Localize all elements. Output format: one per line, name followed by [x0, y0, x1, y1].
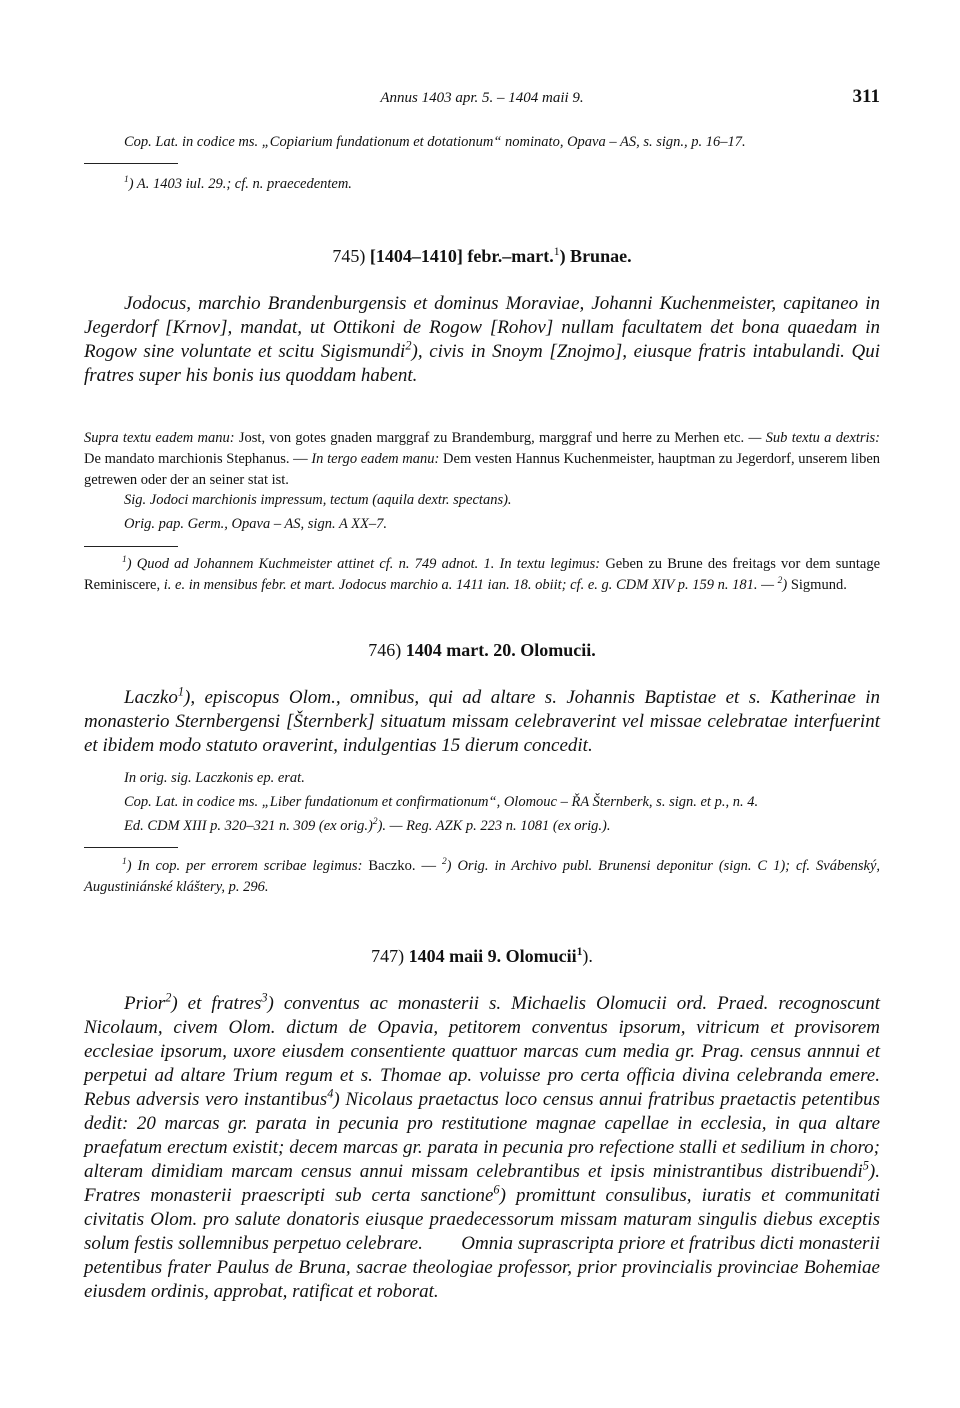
entry-745-notes: Supra textu eadem manu: Jost, von gotes gnaden marggraf zu Brandemburg, marggraf und herre zu Merhen etc. — Sub textu a dextris: De mandato marchionis Stephanus. — In tergo eadem manu: Dem vesten Hannus Kuchenmeister, hauptman zu Jegerdorf, unserem liben getrewen oder der an seiner stat ist.: [84, 430, 881, 488]
running-title: Annus 1403 apr. 5. – 1404 maii 9.: [380, 90, 584, 106]
entry-746-regest: Laczko$^1$), episcopus Olom., omnibus, qui ad altare s. Johannis Baptistae et s. Katherinae in monasterio Sternbergensi [Šternberk] situatum missam celebraverint vel missae celebratae interfuerint et ibidem modo statuto oraverint, indulgentias 15 dierum concedit.: [84, 684, 880, 756]
copy-note: Cop. Lat. in codice ms. „Liber fundationum et confirmationum“, Olomouc – ŘA Šternberk, s. sign. et p., n. 4.: [124, 794, 759, 810]
page-number: 311: [852, 86, 880, 107]
entry-747-regest: Prior$^2$) et fratres$^3$) conventus ac monasterii s. Michaelis Olomucii ord. Praed. recognoscunt Nicolaum, civem Olom. dictum de Opavia, petitorem conventus ipsorum, vitricum et provisorem ecclesiae ipsorum, uxore eiusdem consentiente quattuor marcas cum media gr. Prag. census annnui et perpetui ad altare Trium regum et s. Thomae ap. voluisse pro certa officia divina celebranda emere. Rebus adversis vero instantibus$^4$) Nicolaus praetactus loco census annui fratribus praetactis petentibus dedit: 20 marcas gr. parata in pecunia pro restitutione magnae capellae in ecclesia, in qua altare praefatum erectum existit; decem marcas gr. parata in pecunia pro refectione stalli et sedilium in choro; alteram dimidiam marcam census annui missam celebrantibus et ipsis ministrantibus distribuendi$^5$). Fratres monasterii praescripti sub certa sanctione$^6$) promittunt consulibus, iuratis et communitati civitatis Olom. pro salute donatoris eiusque praedecessorum missam maturam singulis diebus exceptis solum festis sollemnibus perpetuo celebrare. Omnia suprascripta priore et fratribus dicti monasterii petentibus frater Paulus de Bruna, sacrae theologiae professor, prior provincialis provinciae Bohemiae eiusdem ordinis, approbat, ratificat et roborat.: [84, 990, 880, 1302]
footnote-divider: [84, 847, 178, 848]
seal-note: Sig. Jodoci marchionis impressum, tectum (aquila dextr. spectans).: [124, 492, 512, 508]
copy-note: Cop. Lat. in codice ms. „Copiarium fundationum et dotationum“ nominato, Opava – AS, s. sign., p. 16–17.: [124, 134, 746, 150]
seal-note: In orig. sig. Laczkonis ep. erat.: [124, 770, 305, 786]
entry-745-heading: 745) [1404–1410] febr.–mart.$^1$) Brunae.: [332, 245, 632, 266]
entry-747-heading: 747) 1404 maii 9. Olomucii$^1$).: [371, 945, 593, 966]
edition-note: Ed. CDM XIII p. 320–321 n. 309 (ex orig.)$^2$). — Reg. AZK p. 223 n. 1081 (ex orig.).: [124, 817, 611, 834]
entry-746-heading: 746) 1404 mart. 20. Olomucii.: [368, 640, 596, 660]
original-note: Orig. pap. Germ., Opava – AS, sign. A XX–7.: [124, 516, 388, 532]
entry-745-footnotes: $^1$) Quod ad Johannem Kuchmeister attinet cf. n. 749 adnot. 1. In textu legimus: Geben zu Brune des freitags vor dem suntage Reminiscere, i. e. in mensibus febr. et mart. Jodocus marchio a. 1411 ian. 18. obiit; cf. e. g. CDM XIV p. 159 n. 181. — $^2$) Sigmund.: [84, 555, 881, 593]
footnote-divider: [84, 546, 178, 547]
page-header: [84, 86, 880, 110]
entry-745-regest: Jodocus, marchio Brandenburgensis et dominus Moraviae, Johanni Kuchenmeister, capitaneo in Jegerdorf [Krnov], mandat, ut Ottikoni de Rogow [Rohov] nullam facultatem det bona quaedam in Rogow sine voluntate et scitu Sigismundi$^2$), civis in Snoym [Znojmo], eiusque fratris intabulandi. Qui fratres super his bonis ius quoddam habent.: [84, 293, 880, 386]
entry-746-footnotes: $^1$) In cop. per errorem scribae legimus: Baczko. — $^2$) Orig. in Archivo publ. Brunensi deponitur (sign. C 1); cf. Svábenský, Augustiniánské kláštery, p. 296.: [84, 857, 881, 895]
footnote-divider: [84, 163, 178, 164]
footnote: $^1$) A. 1403 iul. 29.; cf. n. praecedentem.: [124, 175, 352, 192]
